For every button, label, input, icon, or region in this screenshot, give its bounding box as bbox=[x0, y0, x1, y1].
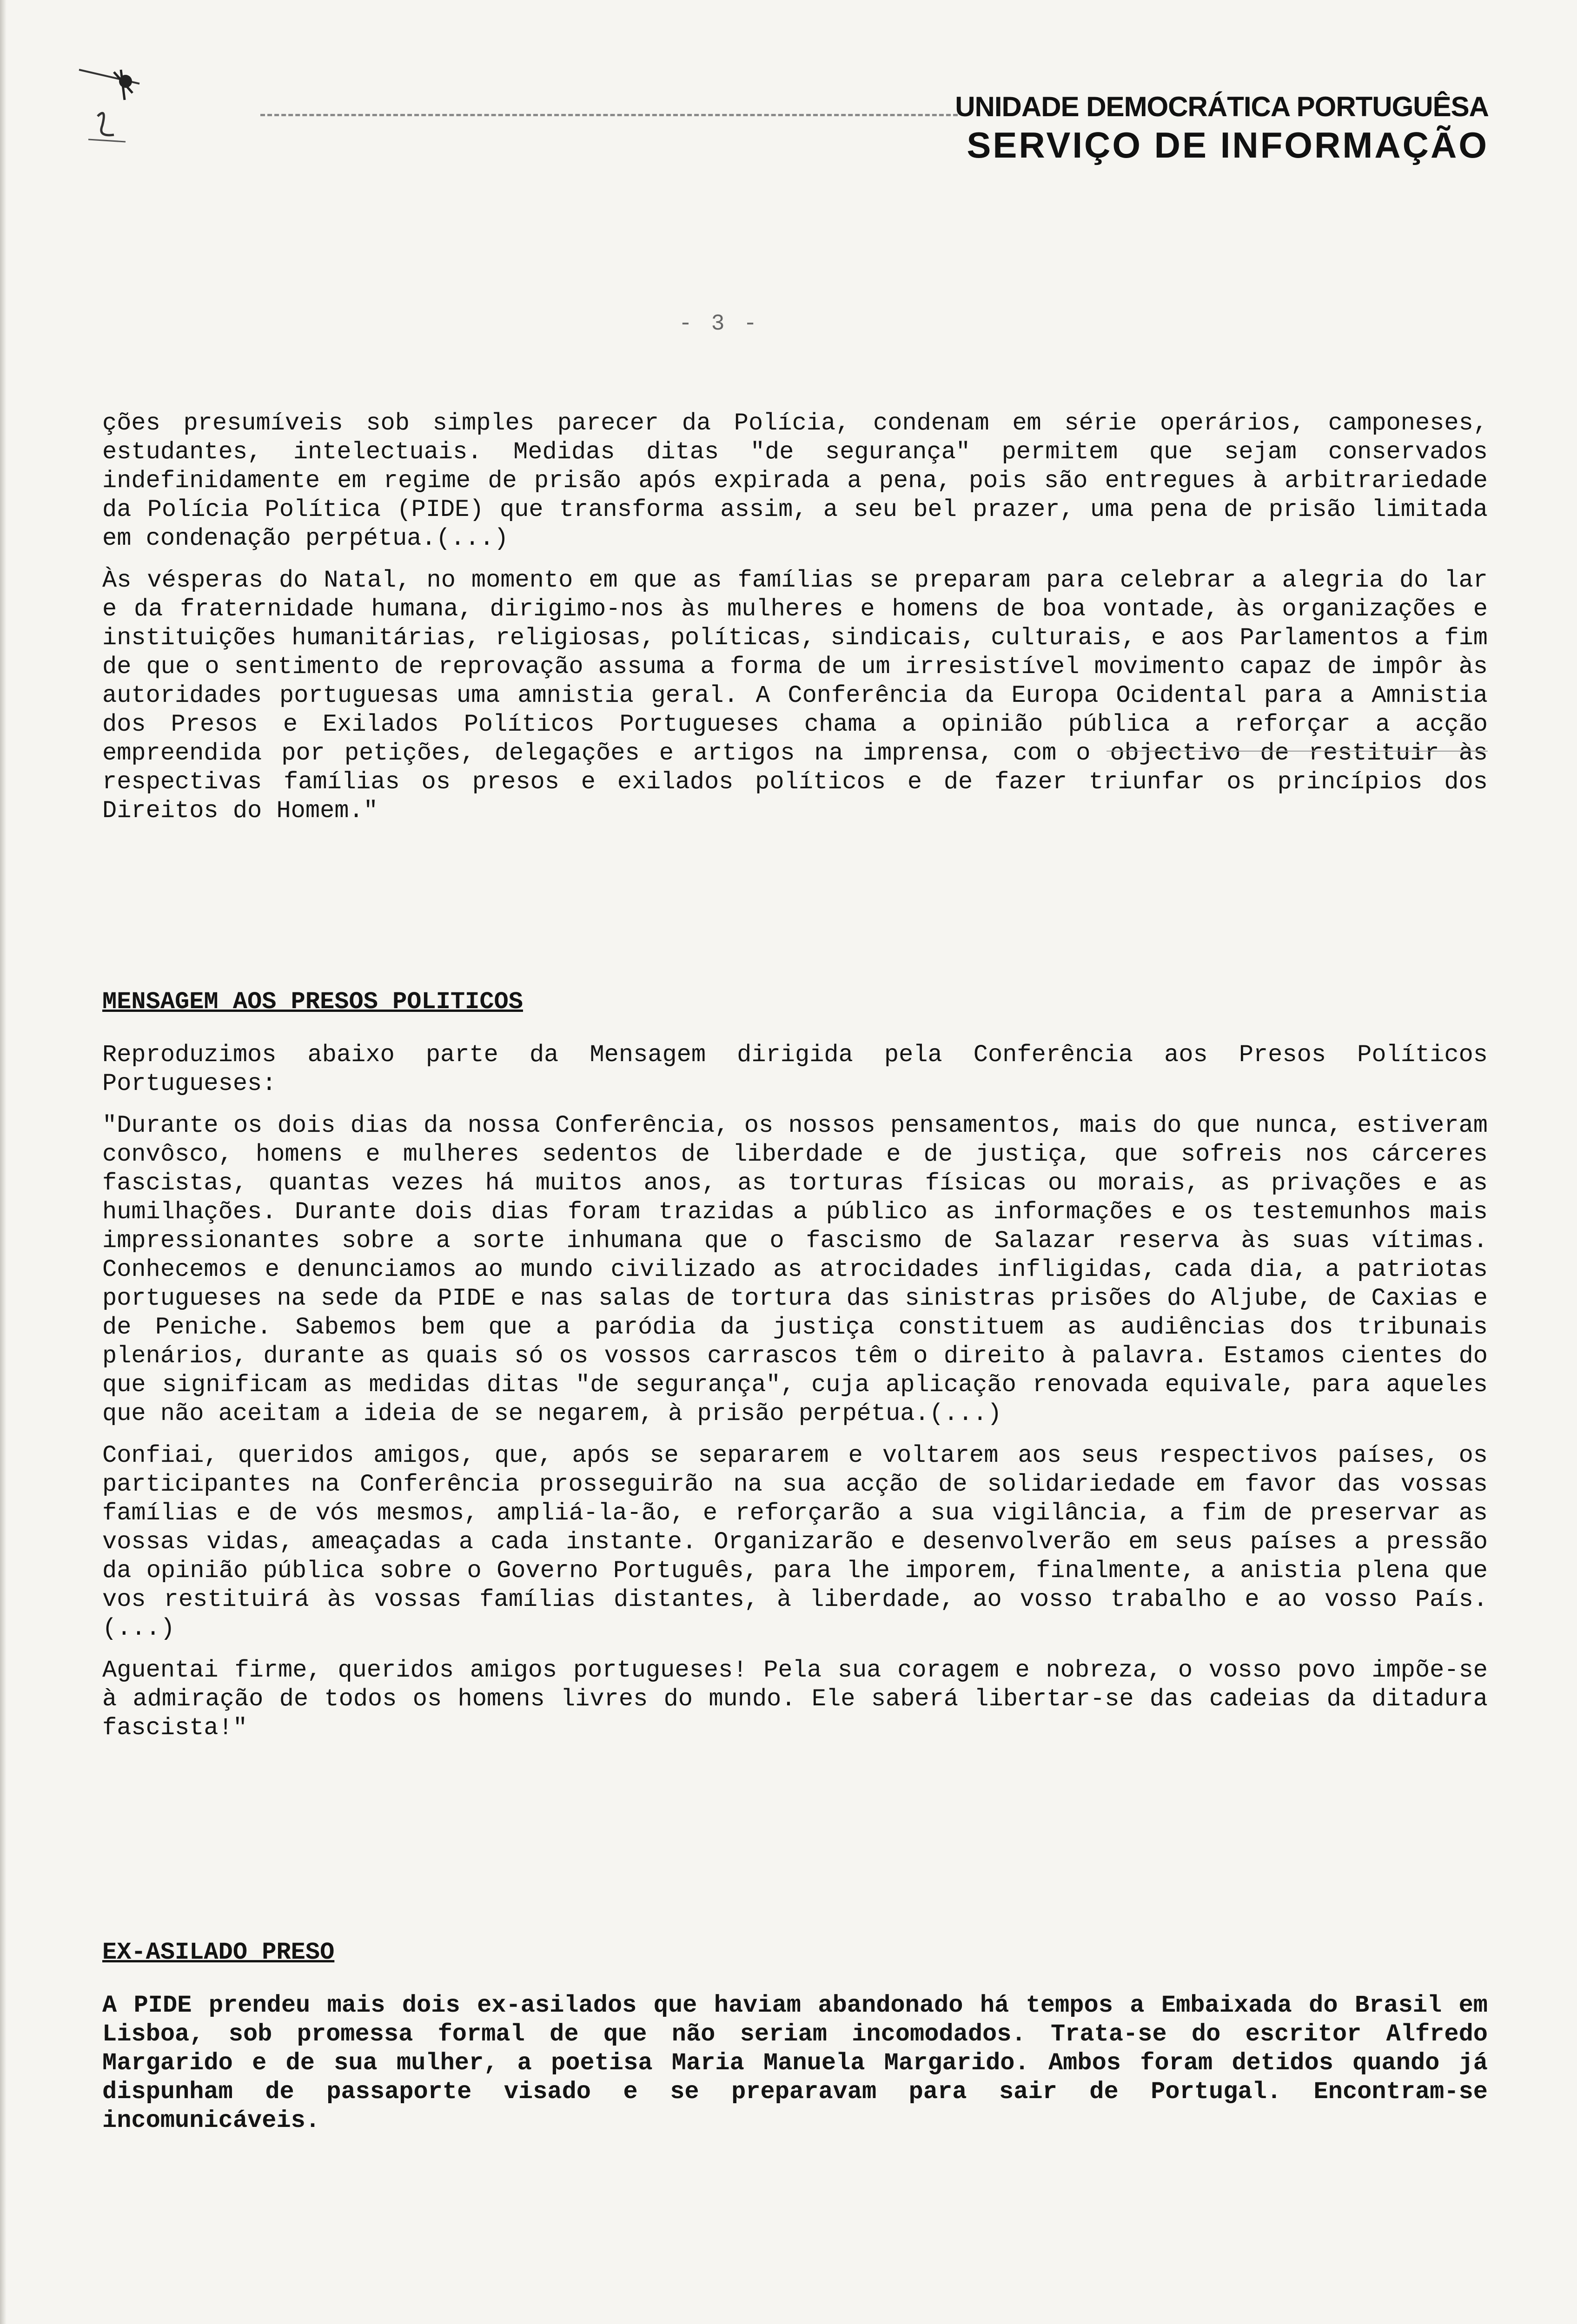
paragraph: A PIDE prendeu mais dois ex-asilados que haviam abandonado há tempos a Embaixada do Brasil em Lisboa, sob promessa formal de que não seriam incomodados. Trata-se do escritor Alfredo Margarido e de sua mulher, a poetisa Maria Manuela Margarido. Ambos foram detidos quando já dispunham de passaporte visado e se preparavam para sair de Portugal. Encontram-se incomunicáveis. bbox=[102, 1992, 1488, 2134]
service-title: SERVIÇO DE INFORMAÇÃO bbox=[967, 125, 1489, 165]
page-edge-shadow bbox=[0, 0, 7, 2324]
section-heading: MENSAGEM AOS PRESOS POLITICOS bbox=[102, 988, 523, 1016]
paragraph: "Durante os dois dias da nossa Conferência, os nossos pensamentos, mais do que nunca, estiveram convôsco, homens e mulheres sedentos de liberdade e de justiça, que sofreis nos cárceres fascistas, quantas vezes há muitos anos, as torturas físicas ou morais, as privações e as humilhações. Durante dois dias foram trazidas a público as informações e os testemunhos mais impressionantes sobre a sorte inhumana que o fascismo de Salazar reserva às suas vítimas. Conhecemos e denunciamos ao mundo civilizado as atrocidades infligidas, cada dia, a patriotas portugueses na sede da PIDE e nas salas de tortura das sinistras prisões do Aljube, de Caxias e de Peniche. Sabemos bem que a paródia da justiça constituem as audiências dos tribunais plenários, durante as quais só os vossos carrascos têm o direito à palavra. Estamos cientes do que significam as medidas ditas "de segurança", cuja aplicação renovada equivale, para aqueles que não aceitam a ideia de se negarem, à prisão perpétua.(...) bbox=[102, 1112, 1488, 1427]
continuation-section bbox=[102, 409, 1488, 838]
arrest-section bbox=[102, 1938, 1488, 2148]
page-number: - 3 - bbox=[679, 311, 760, 337]
handwritten-mark-icon bbox=[70, 56, 153, 149]
message-section bbox=[102, 988, 1488, 1756]
paragraph: Às vésperas do Natal, no momento em que as famílias se preparam para celebrar a alegria do lar e da fraternidade humana, dirigimo-nos às mulheres e homens de boa vontade, às organizações e instituições humanitárias, religiosas, políticas, sindicais, culturais, e aos Parlamentos a fim de que o sentimento de reprovação assuma a forma de um irresistível movimento capaz de impôr às autoridades portuguesas uma amnistia geral. A Conferência da Europa Ocidental para a Amnistia dos Presos e Exilados Políticos Portugueses chama a opinião pública a reforçar a acção empreendida por petições, delegações e artigos na imprensa, com o objectivo de restituir às respectivas famílias os presos e exilados políticos e de fazer triunfar os princípios dos Direitos do Homem." bbox=[102, 567, 1488, 825]
organization-name: UNIDADE DEMOCRÁTICA PORTUGUÊSA bbox=[955, 91, 1489, 122]
header-dashed-rule bbox=[260, 114, 958, 116]
stray-rule bbox=[1107, 751, 1488, 752]
paragraph: Reproduzimos abaixo parte da Mensagem dirigida pela Conferência aos Presos Políticos Portugueses: bbox=[102, 1041, 1488, 1097]
paragraph: ções presumíveis sob simples parecer da Polícia, condenam em série operários, camponeses, estudantes, intelectuais. Medidas ditas "de segurança" permitem que sejam conservados indefinidamente em regime de prisão após expirada a pena, pois são entregues à arbitrariedade da Polícia Política (PIDE) que transforma assim, a seu bel prazer, uma pena de prisão limitada em condenação perpétua.(...) bbox=[102, 409, 1488, 552]
paragraph: Confiai, queridos amigos, que, após se separarem e voltarem aos seus respectivos países, os participantes na Conferência prosseguirão na sua acção de solidariedade em favor das vossas famílias e de vós mesmos, ampliá-la-ão, e reforçarão a sua vigilância, a fim de preservar as vossas vidas, ameaçadas a cada instante. Organizarão e desenvolverão em seus países a pressão da opinião pública sobre o Governo Português, para lhe imporem, finalmente, a anistia plena que vos restituirá às vossas famílias distantes, à liberdade, ao vosso trabalho e ao vosso País.(...) bbox=[102, 1442, 1488, 1642]
paragraph: Aguentai firme, queridos amigos portugueses! Pela sua coragem e nobreza, o vosso povo impõe-se à admiração de todos os homens livres do mundo. Ele saberá libertar-se das cadeias da ditadura fascista!" bbox=[102, 1657, 1488, 1742]
section-heading: EX-ASILADO PRESO bbox=[102, 1939, 335, 1966]
letterhead bbox=[955, 93, 1489, 165]
